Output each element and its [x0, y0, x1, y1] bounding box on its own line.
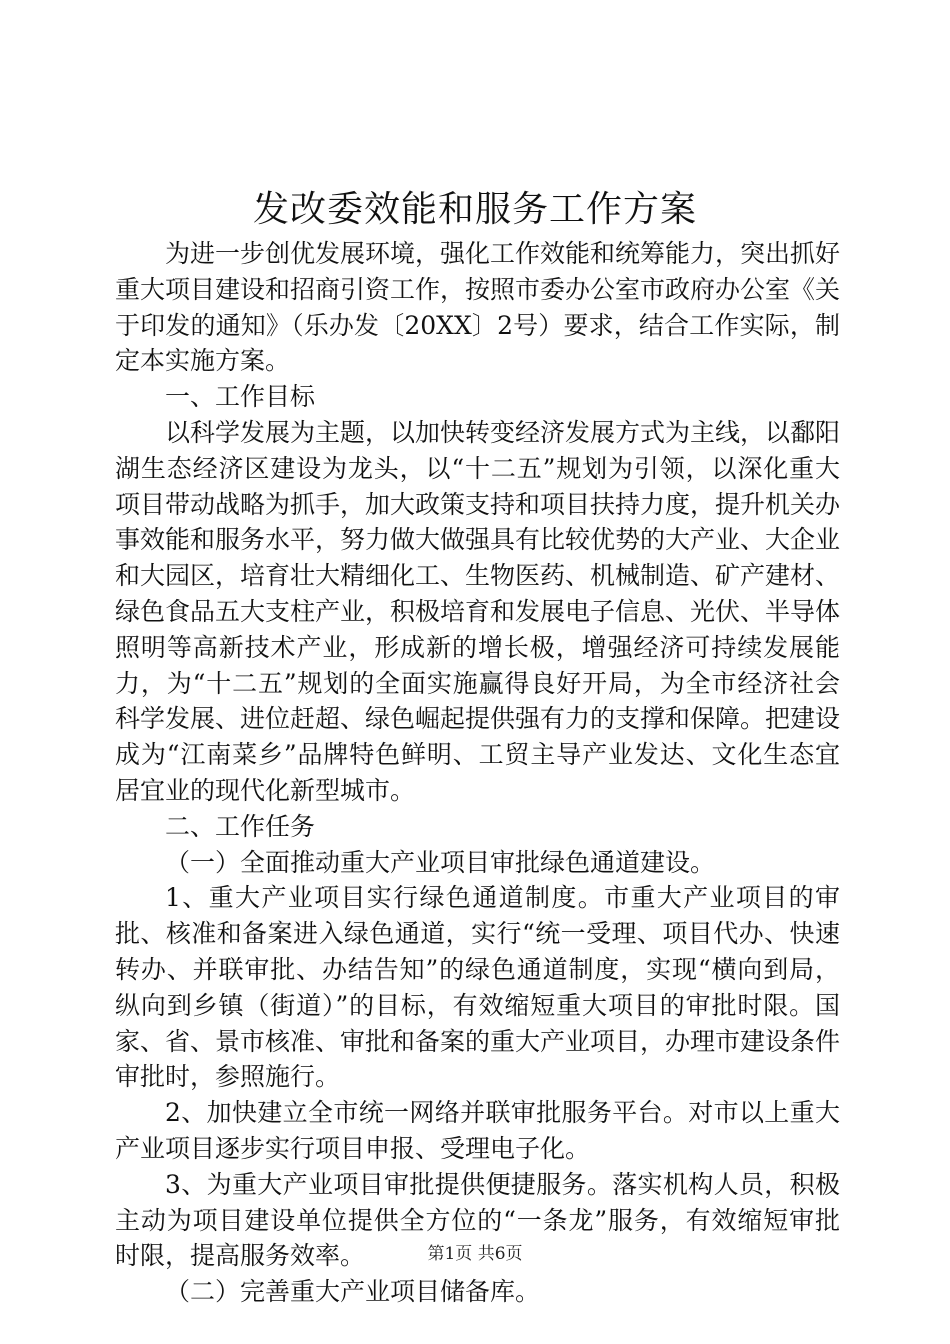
section-heading-tasks: 二、工作任务 [165, 811, 316, 841]
subsection-heading-green-channel: （一）全面推动重大产业项目审批绿色通道建设。 [165, 847, 716, 877]
intro-paragraph: 为进一步创优发展环境，强化工作效能和统筹能力，突出抓好重大项目建设和招商引资工作，按照市委办公室市政府办公室《关于印发的通知》（乐办发〔20XX〕2号）要求，结合工作实际，制定本实施方案。 [115, 239, 841, 376]
goals-paragraph: 以科学发展为主题，以加快转变经济发展方式为主线，以鄱阳湖生态经济区建设为龙头，以“十二五”规划为引领，以深化重大项目带动战略为抓手，加大政策支持和项目扶持力度，提升机关办事效能和服务水平，努力做大做强具有比较优势的大产业、大企业和大园区，培育壮大精细化工、生物医药、机械制造、矿产建材、绿色食品五大支柱产业，积极培育和发展电子信息、光伏、半导体照明等高新技术产业，形成新的增长极，增强经济可持续发展能力，为“十二五”规划的全面实施赢得良好开局，为全市经济社会科学发展、进位赶超、绿色崛起提供强有力的支撑和保障。把建设成为“江南菜乡”品牌特色鲜明、工贸主导产业发达、文化生态宜居宜业的现代化新型城市。 [115, 417, 841, 805]
task-item-1: 1、重大产业项目实行绿色通道制度。市重大产业项目的审批、核准和备案进入绿色通道，实行“统一受理、项目代办、快速转办、并联审批、办结告知”的绿色通道制度，实现“横向到局，纵向到乡镇（街道）”的目标，有效缩短重大项目的审批时限。国家、省、景市核准、审批和备案的重大产业项目，办理市建设条件审批时，参照施行。 [115, 883, 841, 1092]
page-footer: 第1页 共6页 [427, 1244, 523, 1264]
section-heading-goals: 一、工作目标 [165, 382, 316, 412]
task-item-2: 2、加快建立全市统一网络并联审批服务平台。对市以上重大产业项目逐步实行项目申报、受理电子化。 [115, 1098, 840, 1163]
subsection-heading-project-reserve: （二）完善重大产业项目储备库。 [165, 1277, 541, 1307]
task-item-3: 3、为重大产业项目审批提供便捷服务。落实机构人员，积极主动为项目建设单位提供全方位的“一条龙”服务，有效缩短审批时限，提高服务效率。 [115, 1169, 840, 1271]
document-body [115, 236, 840, 1310]
document-title: 发改委效能和服务工作方案 [252, 189, 697, 230]
